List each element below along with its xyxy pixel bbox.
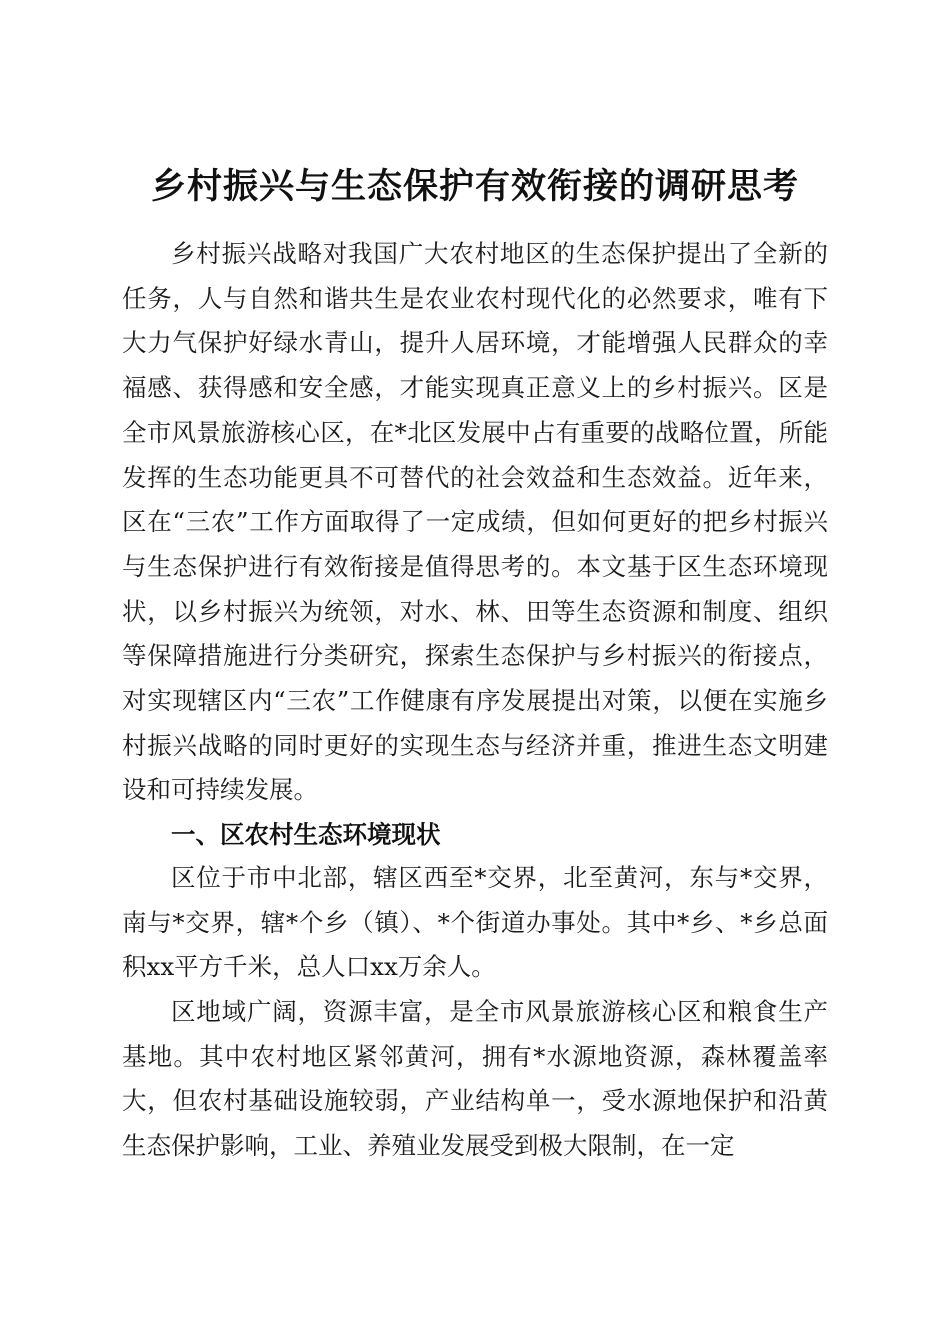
section-heading: 一、区农村生态环境现状 (171, 820, 441, 849)
section-paragraph-resources: 区地域广阔，资源丰富，是全市风景旅游核心区和粮食生产基地。其中农村地区紧邻黄河，拥有*水源地资源，森林覆盖率大，但农村基础设施较弱，产业结构单一，受水源地保护和沿黄生态保护影响，工业、养殖业发展受到极大限制，在一定 (122, 997, 828, 1161)
intro-paragraph: 乡村振兴战略对我国广大农村地区的生态保护提出了全新的任务，人与自然和谐共生是农业农村现代化的必然要求，唯有下大力气保护好绿水青山，提升人居环境，才能增强人民群众的幸福感、获得感和安全感，才能实现真正意义上的乡村振兴。区是全市风景旅游核心区，在*北区发展中占有重要的战略位置，所能发挥的生态功能更具不可替代的社会效益和生态效益。近年来，区在“三农”工作方面取得了一定成绩，但如何更好的把乡村振兴与生态保护进行有效衔接是值得思考的。本文基于区生态环境现状，以乡村振兴为统领，对水、林、田等生态资源和制度、组织等保障措施进行分类研究，探索生态保护与乡村振兴的衔接点，对实现辖区内“三农”工作健康有序发展提出对策，以便在实施乡村振兴战略的同时更好的实现生态与经济并重，推进生态文明建设和可持续发展。 (122, 239, 828, 805)
section-paragraph-location: 区位于市中北部，辖区西至*交界，北至黄河，东与*交界，南与*交界，辖*个乡（镇）、*个街道办事处。其中*乡、*乡总面积xx平方千米，总人口xx万余人。 (122, 863, 828, 982)
document-title: 乡村振兴与生态保护有效衔接的调研思考 (150, 166, 799, 208)
